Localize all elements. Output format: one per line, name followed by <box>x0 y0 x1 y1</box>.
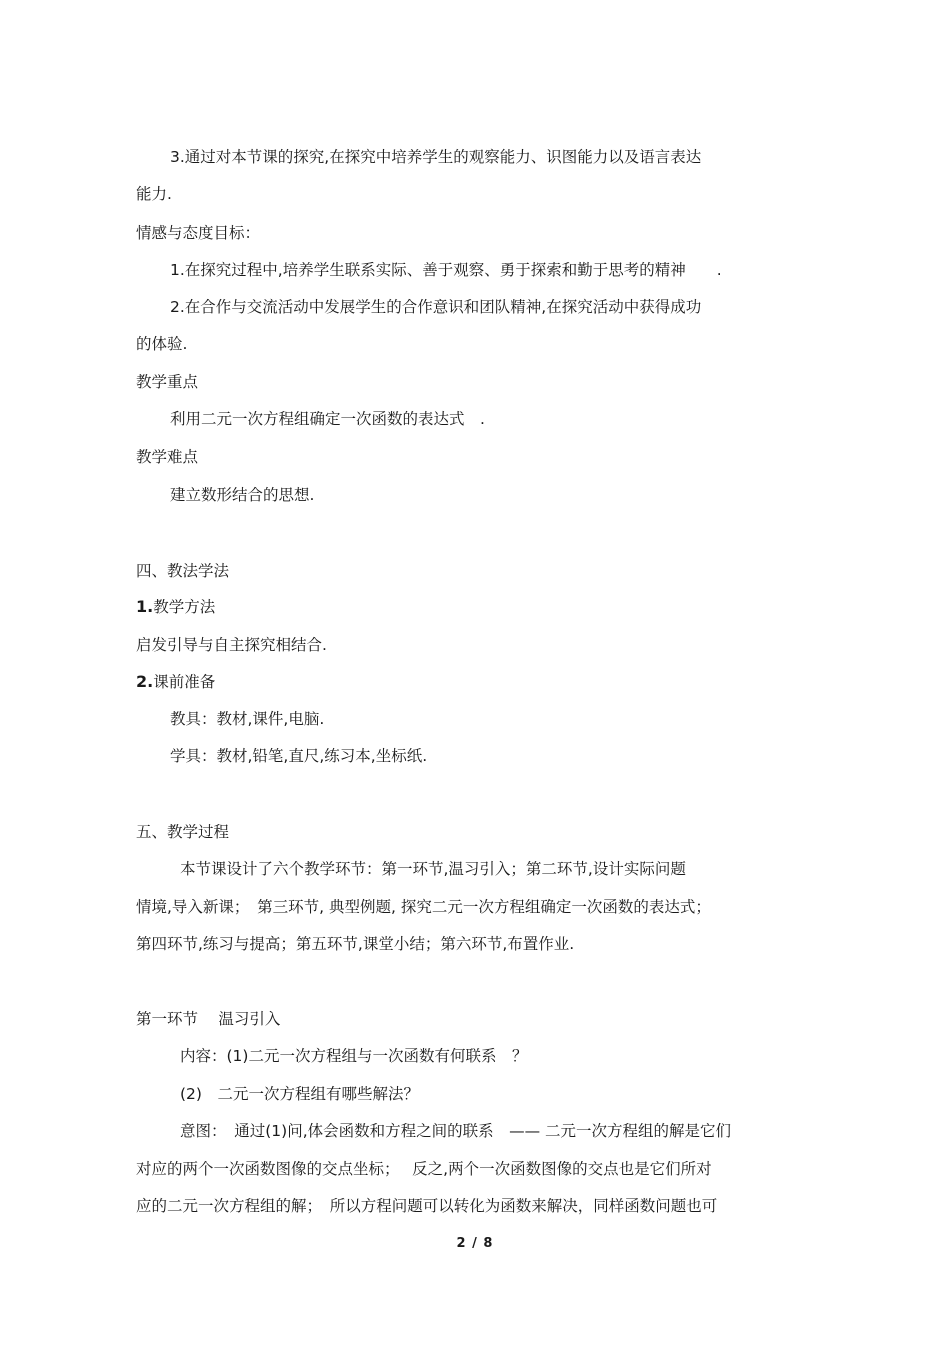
section-heading: 第一环节 温习引入 <box>136 1010 281 1028</box>
paragraph-line: 的体验. <box>136 335 188 353</box>
paragraph-line: 教具：教材,课件,电脑. <box>170 710 325 728</box>
subsection-title: 课前准备 <box>153 673 216 691</box>
paragraph-line: 本节课设计了六个教学环节：第一环节,温习引入；第二环节,设计实际问题 <box>180 860 686 878</box>
paragraph-line: 意图： 通过(1)问,体会函数和方程之间的联系 —— 二元一次方程组的解是它们 <box>180 1122 732 1140</box>
section-heading: 情感与态度目标： <box>136 224 261 242</box>
subsection-heading <box>136 671 826 693</box>
section-heading: 四、教法学法 <box>136 562 230 580</box>
paragraph-line: 能力. <box>136 185 172 203</box>
paragraph-line: 内容：(1)二元一次方程组与一次函数有何联系 ？ <box>180 1047 528 1065</box>
paragraph-line: 1.在探究过程中,培养学生联系实际、善于观察、勇于探索和勤于思考的精神 . <box>170 261 722 279</box>
paragraph-line: 利用二元一次方程组确定一次函数的表达式 . <box>170 410 485 428</box>
paragraph-line: 情境,导入新课； 第三环节, 典型例题, 探究二元一次方程组确定一次函数的表达式； <box>136 898 711 916</box>
paragraph-line: 应的二元一次方程组的解； 所以方程问题可以转化为函数来解决，同样函数问题也可 <box>136 1197 718 1215</box>
paragraph-line: 对应的两个一次函数图像的交点坐标； 反之,两个一次函数图像的交点也是它们所对 <box>136 1160 712 1178</box>
paragraph-line: 建立数形结合的思想. <box>170 486 315 504</box>
paragraph-line: 3.通过对本节课的探究,在探究中培养学生的观察能力、识图能力以及语言表达 <box>170 148 702 166</box>
paragraph-line: 学具：教材,铅笔,直尺,练习本,坐标纸. <box>170 747 428 765</box>
page-number: 2 / 8 <box>456 1236 494 1251</box>
paragraph-line: 第四环节,练习与提高；第五环节,课堂小结；第六环节,布置作业. <box>136 935 575 953</box>
subsection-number: 2. <box>136 672 154 691</box>
section-heading: 五、教学过程 <box>136 823 230 841</box>
paragraph-line: 2.在合作与交流活动中发展学生的合作意识和团队精神,在探究活动中获得成功 <box>170 298 702 316</box>
section-heading: 教学重点 <box>136 373 199 391</box>
subsection-number: 1. <box>136 597 154 616</box>
section-heading: 教学难点 <box>136 448 199 466</box>
paragraph-line: 启发引导与自主探究相结合. <box>136 636 327 654</box>
subsection-title: 教学方法 <box>153 598 216 616</box>
subsection-heading <box>136 596 826 618</box>
paragraph-line: (2) 二元一次方程组有哪些解法？ <box>180 1085 419 1103</box>
